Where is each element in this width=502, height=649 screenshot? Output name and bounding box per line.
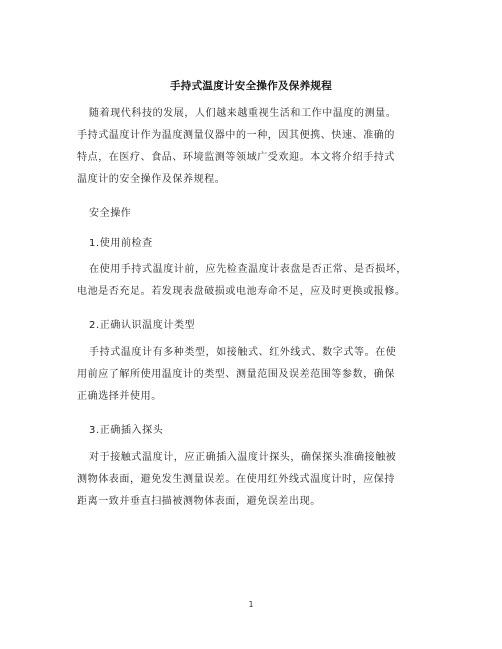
page-number: 1 — [248, 600, 254, 609]
item-2-line-1: 手持式温度计有多种类型，如接触式、红外线式、数字式等。在使 — [89, 347, 397, 358]
item-2-line-3: 正确选择并使用。 — [77, 391, 162, 402]
item-3-line-3: 距离一致并垂直扫描被测物体表面，避免误差出现。 — [77, 496, 321, 507]
section-heading: 安全操作 — [89, 208, 132, 219]
item-3-line-2: 测物体表面，避免发生测量误差。在使用红外线式温度计时，应保持 — [77, 474, 395, 485]
item-3-line-1: 对于接触式温度计，应正确插入温度计探头，确保探头准确接触被 — [89, 452, 397, 463]
document-title: 手持式温度计安全操作及保养规程 — [170, 80, 332, 92]
intro-line-4: 温度计的安全操作及保养规程。 — [77, 174, 226, 185]
item-1-line-2: 电池是否充足。若发现表盘破损或电池寿命不足，应及时更换或报修。 — [77, 286, 406, 297]
intro-line-2: 手持式温度计作为温度测量仪器中的一种，因其便携、快速、准确的 — [77, 130, 395, 141]
item-3-heading: 3.正确插入探头 — [89, 425, 164, 436]
item-2-line-2: 用前应了解所使用温度计的类型、测量范围及误差范围等参数，确保 — [77, 369, 395, 380]
intro-line-1: 随着现代科技的发展，人们越来越重视生活和工作中温度的测量。 — [89, 108, 397, 119]
item-2-heading: 2.正确认识温度计类型 — [89, 320, 196, 331]
item-1-line-1: 在使用手持式温度计前，应先检查温度计表盘是否正常、是否损坏， — [89, 264, 407, 275]
intro-line-3: 特点，在医疗、食品、环境监测等领域广受欢迎。本文将介绍手持式 — [77, 152, 395, 163]
item-1-heading: 1.使用前检查 — [89, 238, 153, 249]
